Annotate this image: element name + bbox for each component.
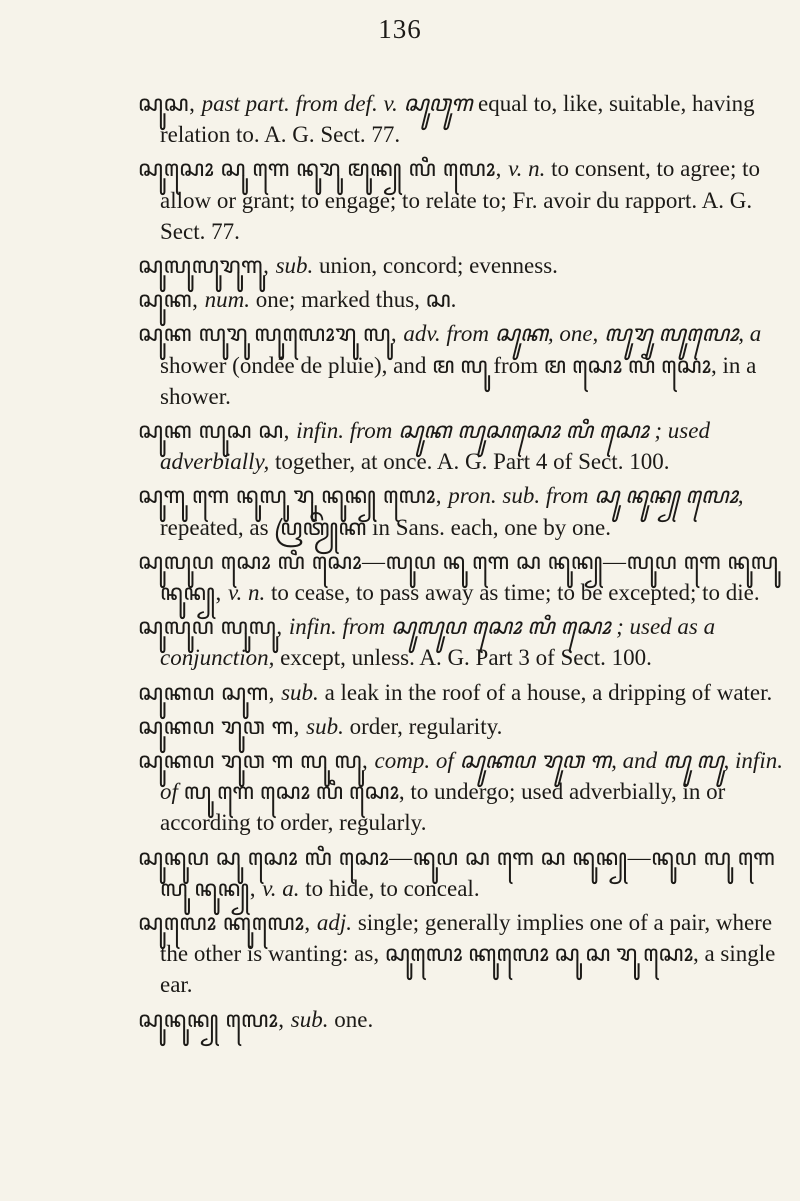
- dictionary-entries: [138, 88, 788, 1038]
- entry-headword: ꦱꦸꦏꦥ ꦫꦸꦮ ꦒ ,: [138, 714, 306, 739]
- entry-headword: ꦱꦸꦤꦸꦥ ꦱꦸ ꦱꦺꦴ ꦭꦶ ꦱꦺꦴ—ꦤꦸꦥ ꦱ ꦒꦺ ꦱ ꦤꦸꦤ꧀—ꦤꦸꦥ ꦭꦸ ꦒꦺ ꦭꦸ ꦤꦸꦤ꧀ ,: [138, 845, 775, 901]
- entry-definition: a leak in the roof of a house, a dripping of water.: [324, 679, 773, 705]
- entry-definition: single; generally implies one of a pair, where the other is wanting: as, ꦱꦸꦭꦺꦴ ꦏꦸꦭꦺꦴ ꦱꦸ ꦱ ꦫꦸ ꦱꦺꦴ, a single ear.: [160, 910, 776, 998]
- dictionary-entry: [138, 745, 788, 839]
- entry-headword: ꦱꦸꦒꦸ ꦒꦺ ꦤꦸꦭꦸ ꦫꦸ ꦤꦸꦤ꧀ ꦭꦺꦴ ,: [138, 483, 448, 508]
- entry-definition: one.: [334, 1006, 374, 1032]
- dictionary-entry: [138, 1004, 788, 1035]
- entry-definition: repeated, as ꦥꦿꦠꦾꦼꦏ in Sans. each, one by one.: [160, 514, 611, 540]
- entry-grammar: infin. from ꦱꦸꦏ ꦭꦸꦱꦱꦺꦴ ꦭꦶ ꦱꦺꦴ ; used adverbially,: [160, 418, 710, 475]
- dictionary-entry: [138, 677, 788, 708]
- entry-headword: ꦱꦸꦏ ꦭꦸꦱ ꦱ ,: [138, 418, 296, 443]
- entry-grammar: adv. from ꦱꦸꦏ, one, ꦭꦸꦫꦸ ꦭꦸꦭꦺꦴ, a: [403, 321, 762, 347]
- entry-headword: ꦱꦸꦏꦥ ꦫꦸꦮ ꦒ ꦭꦸ ꦭꦸ ,: [138, 748, 375, 773]
- entry-definition: order, regularity.: [349, 713, 503, 739]
- entry-definition: to hide, to conceal.: [305, 875, 480, 901]
- dictionary-entry: [138, 611, 788, 673]
- entry-definition: equal to, like, suitable, having relation to. A. G. Sect. 77.: [160, 91, 755, 148]
- entry-grammar: v. n.: [508, 156, 546, 182]
- dictionary-entry: [138, 153, 788, 247]
- entry-grammar: sub.: [275, 253, 314, 279]
- dictionary-entry: [138, 480, 788, 542]
- entry-definition: to consent, to agree; to allow or grant; to engage; to relate to; Fr. avoir du rapport. A. G. Sect. 77.: [160, 156, 760, 244]
- dictionary-entry: [138, 415, 788, 477]
- entry-grammar: sub.: [290, 1006, 329, 1032]
- dictionary-entry: [138, 318, 788, 412]
- entry-definition: one; marked thus, ꦱ.: [255, 287, 457, 313]
- entry-grammar: v. n.: [228, 580, 266, 606]
- entry-grammar: infin. from ꦱꦸꦭꦸꦥ ꦱꦺꦴ ꦭꦶ ꦱꦺꦴ ; used as a conjunction,: [160, 614, 716, 671]
- dictionary-entry: [138, 711, 788, 742]
- entry-grammar: adj.: [316, 910, 353, 936]
- entry-headword: ꦱꦸꦭꦸꦥ ꦭꦸꦭꦸ ,: [138, 614, 289, 639]
- entry-headword: ꦱꦸꦏ ,: [138, 287, 205, 312]
- entry-headword: ꦱꦸꦭꦸꦭꦸꦫꦸꦒꦸ ,: [138, 253, 276, 278]
- entry-definition: to cease, to pass away as time; to be excepted; to die.: [271, 580, 760, 606]
- dictionary-entry: [138, 284, 788, 315]
- entry-headword: ꦱꦸꦭꦺꦴ ꦏꦸꦭꦺꦴ ,: [138, 910, 317, 935]
- entry-grammar: comp. of ꦱꦸꦏꦥ ꦫꦸꦮ ꦒ, and ꦭꦸ ꦭꦸ, infin. of: [160, 748, 783, 805]
- entry-definition: shower (ondée de pluie), and ꦩ ꦭꦸ from ꦩ ꦱꦺꦴ ꦭꦶ ꦱꦺꦴ, in a shower.: [160, 352, 757, 409]
- entry-grammar: num.: [204, 287, 250, 313]
- entry-definition: except, unless. A. G. Part 3 of Sect. 100.: [280, 645, 652, 671]
- dictionary-entry: [138, 842, 788, 904]
- dictionary-entry: [138, 907, 788, 1001]
- dictionary-entry: [138, 250, 788, 281]
- entry-grammar: past part. from def. v. ꦱꦸꦮꦸꦒ: [201, 91, 473, 116]
- entry-grammar: sub.: [281, 679, 319, 705]
- entry-grammar: v. a.: [262, 875, 300, 901]
- dictionary-entry: [138, 88, 788, 150]
- entry-definition: ꦭꦸ ꦒꦺ ꦱꦺꦴ ꦭꦶ ꦱꦺꦴ, to undergo; used adverbially, in or according to order, regularly.: [160, 779, 726, 836]
- entry-grammar: pron. sub. from ꦱꦸ ꦤꦸꦤ꧀ ꦭꦺꦴ,: [448, 483, 744, 509]
- entry-headword: ꦱꦸꦏꦥ ꦱꦸꦒ ,: [138, 680, 281, 705]
- entry-headword: ꦱꦸꦱ ,: [138, 91, 202, 116]
- entry-definition: union, concord; evenness.: [319, 253, 558, 279]
- dictionary-entry: [138, 546, 788, 608]
- entry-definition: together, at once. A. G. Part 4 of Sect. 100.: [274, 449, 670, 475]
- entry-headword: ꦱꦸꦤꦸꦤ꧀ ꦭꦺꦴ ,: [138, 1007, 291, 1032]
- entry-headword: ꦱꦸꦱꦺꦴ ꦱꦸ ꦒꦺ ꦤꦸꦫꦸ ꦩꦸꦤ꧀ ꦭꦶ ꦭꦺꦴ ,: [138, 156, 508, 181]
- entry-grammar: sub.: [306, 713, 344, 739]
- page-number: 136: [378, 14, 422, 44]
- entry-headword: ꦱꦸꦭꦸꦥ ꦱꦺꦴ ꦭꦶ ꦱꦺꦴ—ꦭꦸꦥ ꦤꦸ ꦒꦺ ꦱ ꦤꦸꦤ꧀—ꦭꦸꦥ ꦒꦺ ꦤꦸꦭꦸ ꦤꦸꦤ꧀ ,: [138, 549, 779, 605]
- entry-headword: ꦱꦸꦏ ꦭꦸꦫꦸ ꦭꦸꦭꦺꦴꦫꦸ ꦭꦸ ,: [138, 321, 403, 346]
